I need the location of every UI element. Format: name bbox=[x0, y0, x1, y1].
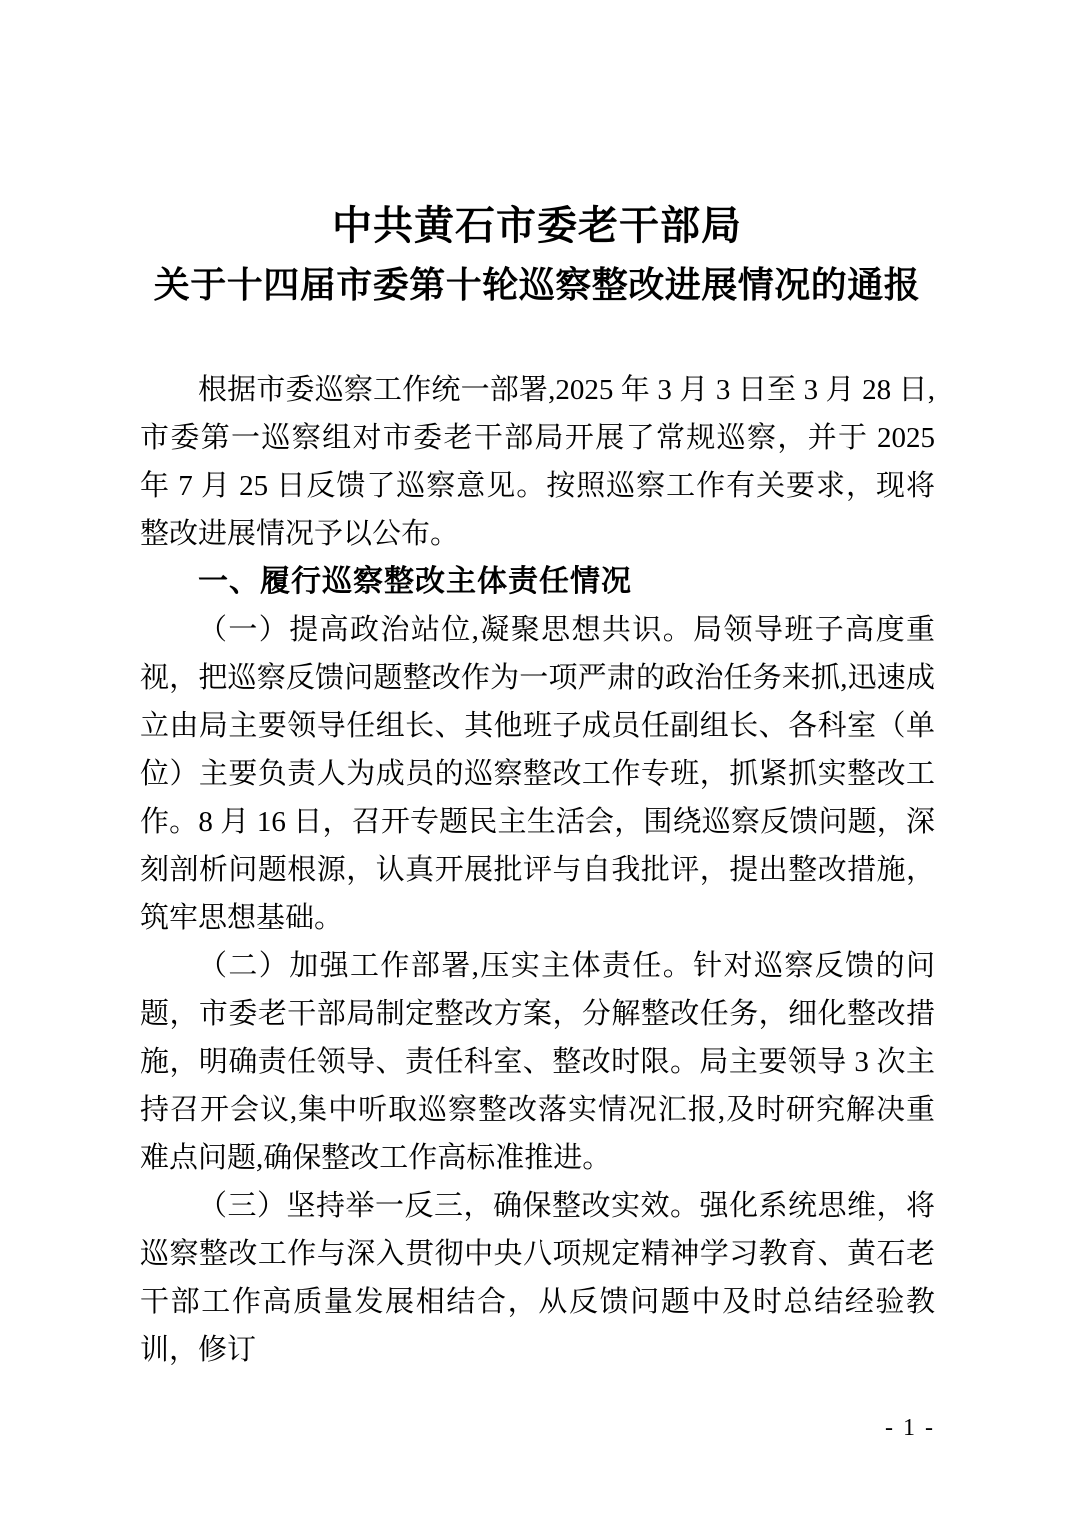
paragraph-intro: 根据市委巡察工作统一部署,2025 年 3 月 3 日至 3 月 28 日,市委第一巡察组对市委老干部局开展了常规巡察，并于 2025 年 7 月 25 日反馈了巡察意见。按照巡察工作有关要求，现将整改进展情况予以公布。 bbox=[140, 374, 935, 550]
paragraph-item-1 bbox=[140, 606, 935, 942]
paragraph-item-2-lead: （二）加强工作部署,压实主体责任。 bbox=[198, 950, 694, 982]
document-title bbox=[0, 196, 1074, 314]
page-number: - 1 - bbox=[885, 1415, 935, 1441]
paragraph-item-2 bbox=[140, 942, 935, 1182]
document-title-line1: 中共黄石市委老干部局 bbox=[332, 203, 742, 248]
document-body bbox=[140, 366, 935, 1374]
paragraph-item-2-text: 针对巡察反馈的问题，市委老干部局制定整改方案，分解整改任务，细化整改措施，明确责任领导、责任科室、整改时限。局主要领导 3 次主持召开会议,集中听取巡察整改落实情况汇报,及时研究解决重难点问题,确保整改工作高标准推进。 bbox=[140, 950, 935, 1174]
document-title-line2: 关于十四届市委第十轮巡察整改进展情况的通报 bbox=[153, 265, 921, 305]
paragraph-item-1-lead: （一）提高政治站位,凝聚思想共识。 bbox=[198, 614, 694, 646]
section-heading-1: 一、履行巡察整改主体责任情况 bbox=[198, 565, 632, 598]
paragraph-item-3 bbox=[140, 1182, 935, 1374]
paragraph-item-1-text: 局领导班子高度重视，把巡察反馈问题整改作为一项严肃的政治任务来抓,迅速成立由局主要领导任组长、其他班子成员任副组长、各科室（单位）主要负责人为成员的巡察整改工作专班，抓紧抓实整改工作。8 月 16 日，召开专题民主生活会，围绕巡察反馈问题，深刻剖析问题根源，认真开展批评与自我批评，提出整改措施，筑牢思想基础。 bbox=[140, 614, 935, 934]
paragraph-item-3-text: 强化系统思维，将巡察整改工作与深入贯彻中央八项规定精神学习教育、黄石老干部工作高质量发展相结合，从反馈问题中及时总结经验教训，修订 bbox=[140, 1190, 935, 1366]
paragraph-item-3-lead: （三）坚持举一反三，确保整改实效。 bbox=[198, 1190, 700, 1222]
